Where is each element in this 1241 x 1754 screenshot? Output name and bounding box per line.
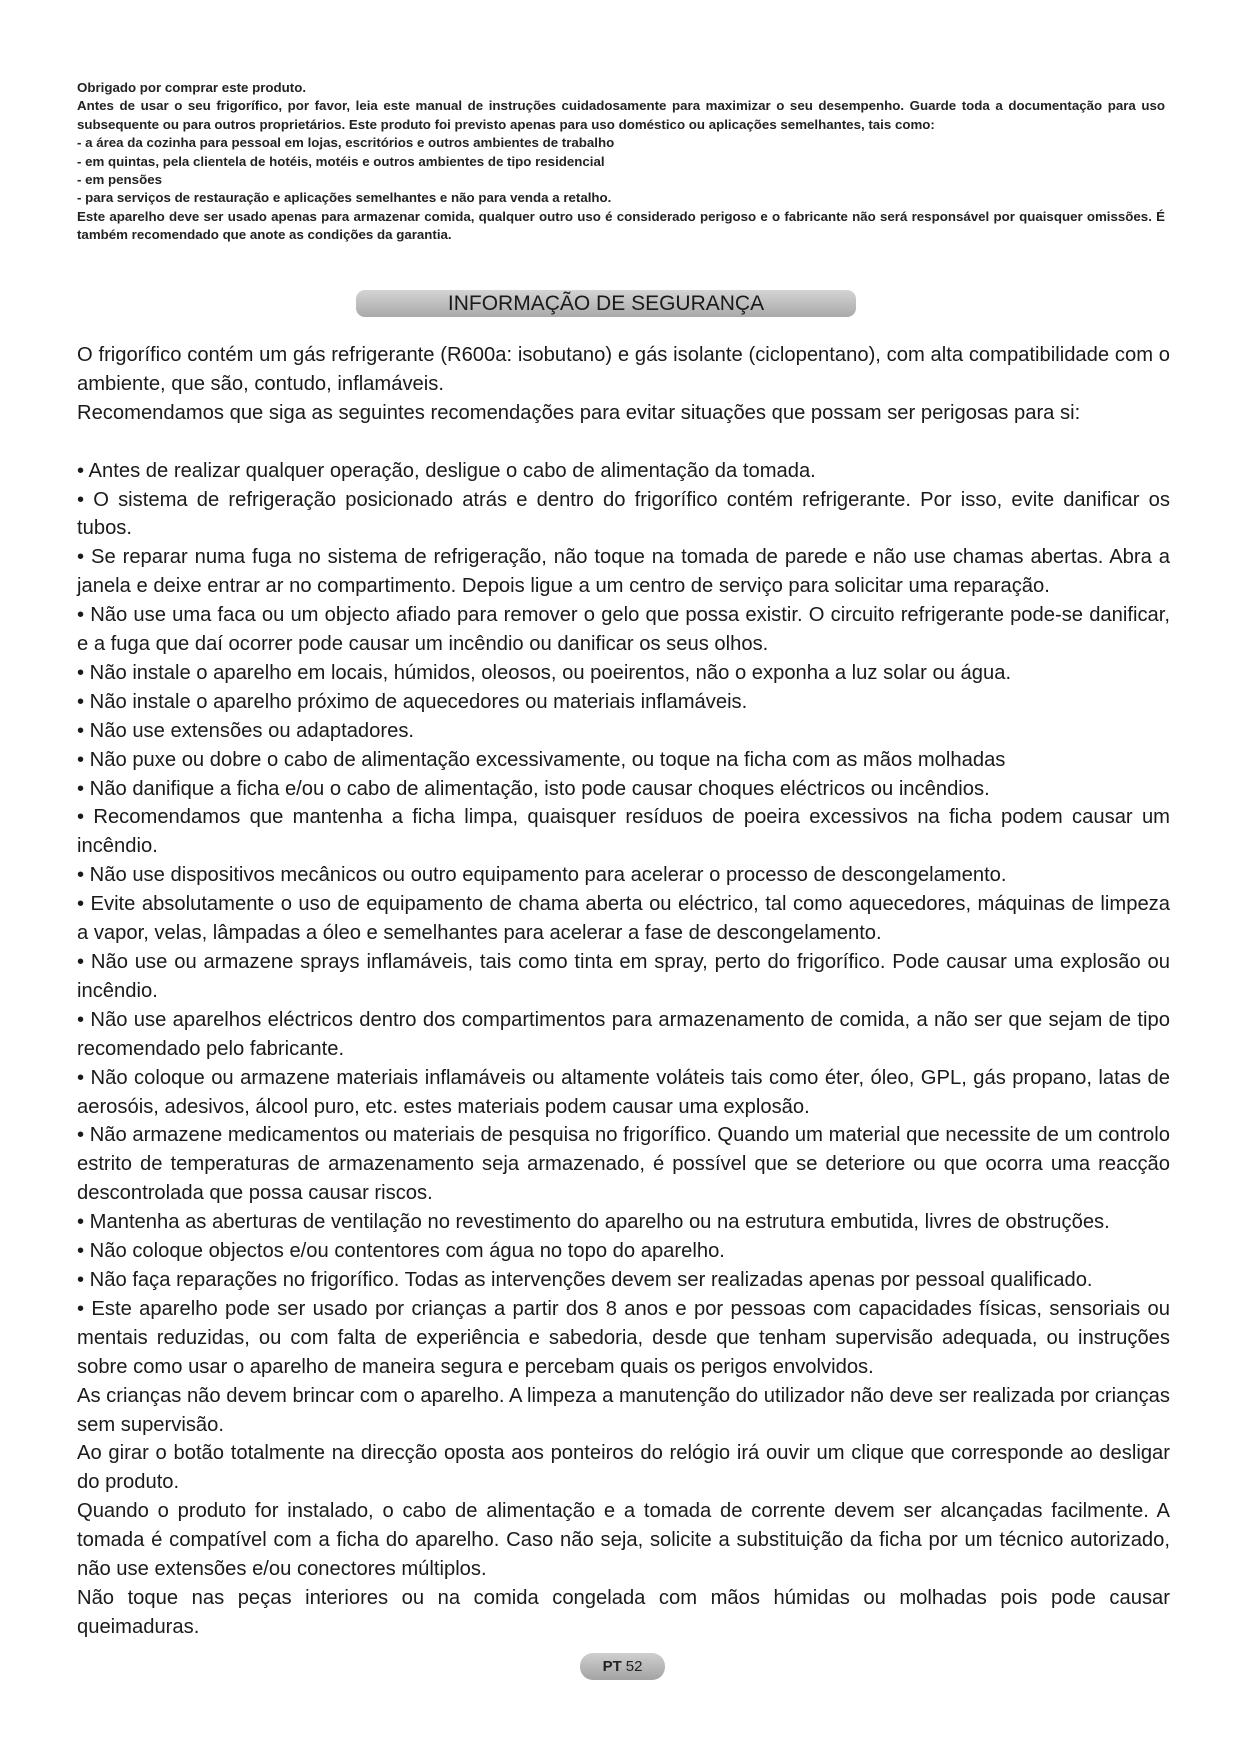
page-number-badge — [580, 1653, 665, 1680]
language-code: PT — [602, 1658, 622, 1675]
safety-item: • Não coloque ou armazene materiais inflamáveis ou altamente voláteis tais como éter, óleo, GPL, gás propano, latas de aerosóis, adesivos, álcool puro, etc. estes materiais podem causar uma explosão. — [77, 1066, 1170, 1118]
safety-item: • Não instale o aparelho próximo de aquecedores ou materiais inflamáveis. — [77, 690, 748, 713]
safety-content — [77, 341, 1170, 1642]
safety-item: • Não use uma faca ou um objecto afiado para remover o gelo que possa existir. O circuito refrigerante pode-se danificar, e a fuga que daí ocorrer pode causar um incêndio ou danificar os seus olhos. — [77, 604, 1170, 656]
closing-installation: Quando o produto for instalado, o cabo de alimentação e a tomada de corrente devem ser alcançadas facilmente. A tomada é compatível com a ficha do aparelho. Caso não seja, solicite a substituição da ficha por um técnico autorizado, não use extensões e/ou conectores múltiplos. — [77, 1500, 1170, 1581]
safety-item: • Este aparelho pode ser usado por crianças a partir dos 8 anos e por pessoas com capacidades físicas, sensoriais ou mentais reduzidas, ou com falta de experiência e sabedoria, desde que tenham supervisão adequada, ou instruções sobre como usar o aparelho de maneira segura e percebam quais os perigos envolvidos. — [77, 1297, 1170, 1378]
intro-closing: Este aparelho deve ser usado apenas para armazenar comida, qualquer outro uso é considerado perigoso e o fabricante não será responsável por quaisquer omissões. É também recomendado que anote as condições da garantia. — [77, 208, 1165, 243]
safety-item: • Não use aparelhos eléctricos dentro dos compartimentos para armazenamento de comida, a não ser que sejam de tipo recomendado pelo fabricante. — [77, 1008, 1170, 1060]
safety-item: • Não puxe ou dobre o cabo de alimentação excessivamente, ou toque na ficha com as mãos molhadas — [77, 748, 1006, 771]
safety-item: • Evite absolutamente o uso de equipamento de chama aberta ou eléctrico, tal como aquecedores, máquinas de limpeza a vapor, velas, lâmpadas a óleo e semelhantes para acelerar a fase de descongelamento. — [77, 893, 1170, 945]
safety-item: • Mantenha as aberturas de ventilação no revestimento do aparelho ou na estrutura embutida, livres de obstruções. — [77, 1211, 1110, 1234]
safety-item: • Não faça reparações no frigorífico. Todas as intervenções devem ser realizadas apenas por pessoal qualificado. — [77, 1268, 1093, 1291]
safety-item: • Não use extensões ou adaptadores. — [77, 719, 415, 742]
safety-item: • Não use dispositivos mecânicos ou outro equipamento para acelerar o processo de descongelamento. — [77, 864, 1007, 887]
safety-intro-gas: O frigorífico contém um gás refrigerante (R600a: isobutano) e gás isolante (ciclopentano), com alta compatibilidade com o ambiente, que são, contudo, inflamáveis. — [77, 344, 1170, 395]
use-item: - a área da cozinha para pessoal em lojas, escritórios e outros ambientes de trabalho — [77, 135, 615, 151]
use-item: - em pensões — [77, 172, 162, 188]
closing-children: As crianças não devem brincar com o aparelho. A limpeza a manutenção do utilizador não deve ser realizada por crianças sem supervisão. — [77, 1384, 1170, 1436]
safety-intro-recommend: Recomendamos que siga as seguintes recomendações para evitar situações que possam ser perigosas para si: — [77, 401, 1081, 424]
safety-item: • Não instale o aparelho em locais, húmidos, oleosos, ou poeirentos, não o exponha a luz solar ou água. — [77, 661, 1012, 684]
use-item: - em quintas, pela clientela de hotéis, motéis e outros ambientes de tipo residencial — [77, 153, 605, 169]
closing-burns: Não toque nas peças interiores ou na comida congelada com mãos húmidas ou molhadas pois pode causar queimaduras. — [77, 1586, 1170, 1638]
safety-item: • Não armazene medicamentos ou materiais de pesquisa no frigorífico. Quando um material que necessite de um controlo estrito de temperaturas de armazenamento seja armazenado, é possível que se deteriore ou que ocorra uma reacção descontrolada que possa causar riscos. — [77, 1124, 1170, 1205]
intro-block — [77, 79, 1165, 245]
safety-item: • Não use ou armazene sprays inflamáveis, tais como tinta em spray, perto do frigorífico. Pode causar uma explosão ou incêndio. — [77, 951, 1170, 1002]
safety-item: • Antes de realizar qualquer operação, desligue o cabo de alimentação da tomada. — [77, 459, 816, 482]
thanks-line: Obrigado por comprar este produto. — [77, 80, 307, 95]
page-number: 52 — [625, 1658, 643, 1675]
safety-item: • Recomendamos que mantenha a ficha limpa, quaisquer resíduos de poeira excessivos na ficha podem causar um incêndio. — [77, 806, 1170, 858]
closing-knob: Ao girar o botão totalmente na direcção oposta aos ponteiros do relógio irá ouvir um clique que corresponde ao desligar do produto. — [77, 1442, 1170, 1494]
safety-item: • Não danifique a ficha e/ou o cabo de alimentação, isto pode causar choques eléctricos ou incêndios. — [77, 777, 990, 800]
section-title-banner: INFORMAÇÃO DE SEGURANÇA — [356, 290, 856, 317]
safety-item: • Se reparar numa fuga no sistema de refrigeração, não toque na tomada de parede e não use chamas abertas. Abra a janela e deixe entrar ar no compartimento. Depois ligue a um centro de serviço para solicitar uma reparação. — [77, 546, 1170, 598]
intro-paragraph: Antes de usar o seu frigorífico, por favor, leia este manual de instruções cuidadosamente para maximizar o seu desempenho. Guarde toda a documentação para uso subsequente ou para outros proprietários. Este produto foi previsto apenas para uso doméstico ou aplicações semelhantes, tais como: — [77, 98, 1165, 132]
spacer — [77, 428, 1170, 457]
use-item: - para serviços de restauração e aplicações semelhantes e não para venda a retalho. — [77, 190, 612, 206]
safety-item: • Não coloque objectos e/ou contentores com água no topo do aparelho. — [77, 1240, 725, 1263]
safety-item: • O sistema de refrigeração posicionado atrás e dentro do frigorífico contém refrigerante. Por isso, evite danificar os tubos. — [77, 488, 1170, 540]
